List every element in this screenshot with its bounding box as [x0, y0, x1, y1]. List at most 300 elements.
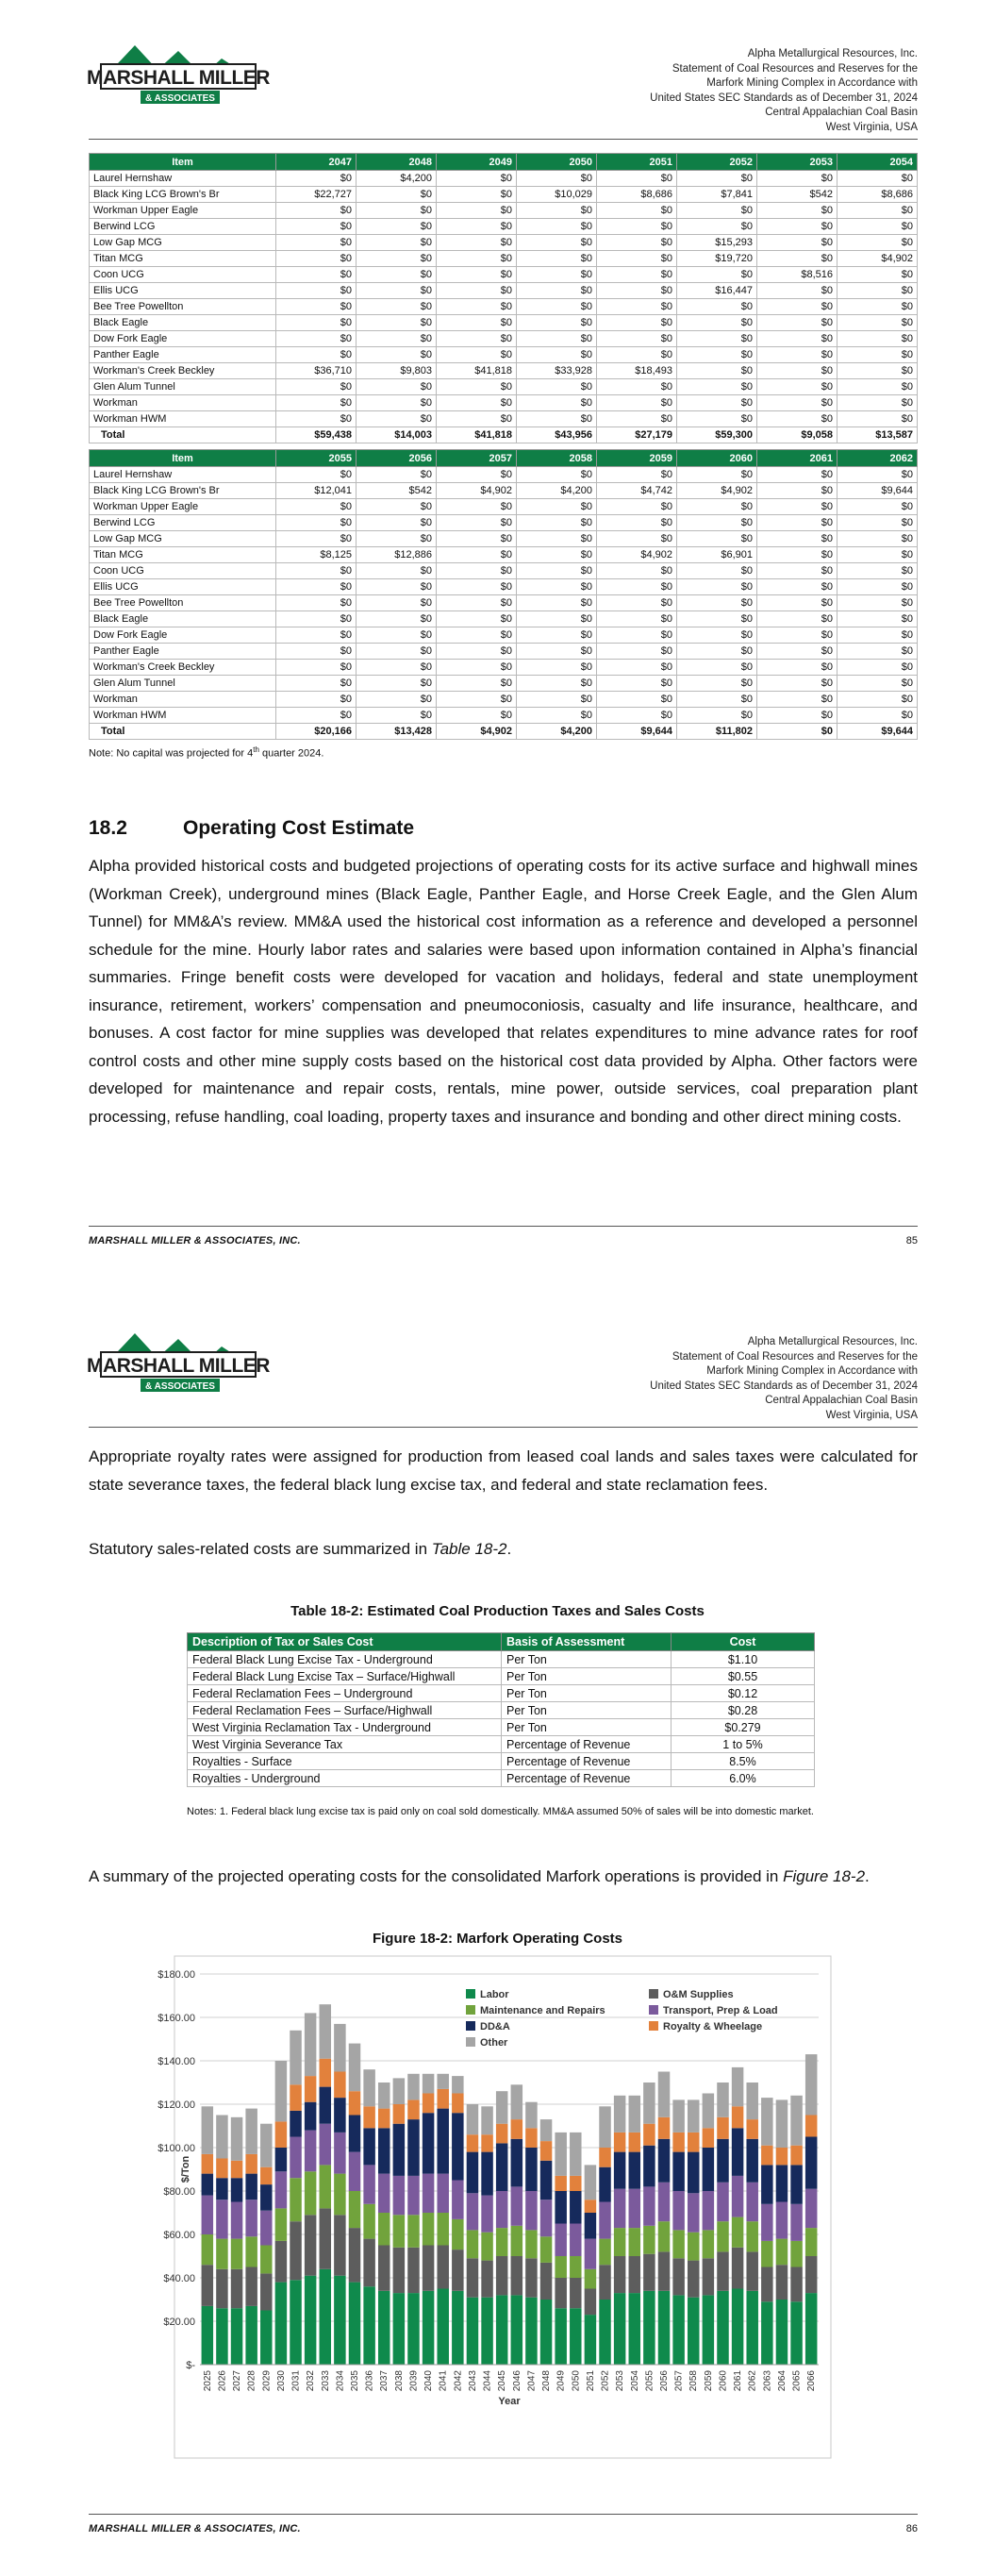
total-cell: $14,003	[357, 427, 437, 443]
table-cell: $0	[357, 563, 437, 579]
table-cell: $0	[517, 331, 597, 347]
bar-segment	[746, 2221, 757, 2251]
bar-segment	[805, 2256, 817, 2293]
table-cell: $0	[757, 315, 837, 331]
table-cell: Federal Black Lung Excise Tax - Underground	[188, 1651, 502, 1668]
bar-segment	[496, 2191, 507, 2228]
bar-segment	[245, 2154, 257, 2174]
table-cell: $0	[437, 235, 517, 251]
table-cell: $0	[517, 395, 597, 411]
row-label: Coon UCG	[90, 267, 276, 283]
bar-segment	[688, 2133, 699, 2152]
table-cell: $0	[677, 708, 757, 724]
bar-segment	[629, 2096, 640, 2133]
table-cell: $0	[837, 283, 918, 299]
table-cell: $0	[837, 315, 918, 331]
bar-segment	[452, 2076, 463, 2093]
table-cell: $0	[517, 499, 597, 515]
bar-segment	[732, 2289, 743, 2366]
table-cell: $0	[437, 395, 517, 411]
bar-segment	[320, 2124, 331, 2166]
x-tick-label: 2035	[350, 2370, 360, 2392]
column-header-year: 2061	[757, 450, 837, 467]
table-cell: $0	[677, 395, 757, 411]
table-cell: $0	[677, 595, 757, 611]
x-tick-label: 2051	[585, 2370, 596, 2392]
bar-segment	[540, 2263, 552, 2300]
table-cell: $0	[837, 171, 918, 187]
table-cell: $4,200	[357, 171, 437, 187]
table-cell: $0.279	[672, 1719, 815, 1736]
table-cell: $0	[677, 676, 757, 692]
capital-table-2055-2062	[89, 449, 918, 740]
table-cell: $0	[837, 467, 918, 483]
table-cell: $0	[597, 563, 677, 579]
total-cell: $0	[757, 724, 837, 740]
bar-segment	[290, 2178, 301, 2221]
table-cell: $0	[677, 219, 757, 235]
bar-segment	[260, 2246, 272, 2274]
bar-segment	[614, 2189, 625, 2228]
bar-segment	[599, 2167, 610, 2202]
table-cell: Federal Black Lung Excise Tax – Surface/Highwall	[188, 1668, 502, 1685]
bar-segment	[540, 2119, 552, 2141]
bar-segment	[334, 2174, 345, 2216]
bar-segment	[452, 2219, 463, 2250]
bar-segment	[363, 2239, 374, 2287]
table-cell: $0	[757, 203, 837, 219]
table-cell: $0	[757, 531, 837, 547]
column-header-year: 2059	[597, 450, 677, 467]
row-label: Workman's Creek Beckley	[90, 660, 276, 676]
bar-segment	[585, 2315, 596, 2365]
table-cell: $0	[357, 331, 437, 347]
total-cell: $9,644	[597, 724, 677, 740]
legend-label: O&M Supplies	[663, 1989, 734, 2000]
table-cell: Per Ton	[502, 1702, 672, 1719]
table-cell: $0	[357, 347, 437, 363]
row-label: Workman	[90, 692, 276, 708]
row-label: Black Eagle	[90, 315, 276, 331]
bar-segment	[776, 2239, 788, 2266]
table-cell: $0	[837, 515, 918, 531]
bar-segment	[540, 2161, 552, 2200]
table-cell: $0	[757, 363, 837, 379]
column-header-year: 2057	[437, 450, 517, 467]
total-cell: $9,644	[837, 724, 918, 740]
bar-segment	[658, 2291, 670, 2365]
table-cell: $0	[677, 611, 757, 627]
x-tick-label: 2030	[275, 2370, 287, 2392]
table-cell: $0	[677, 579, 757, 595]
table-cell: $0	[597, 692, 677, 708]
x-tick-label: 2031	[290, 2370, 302, 2392]
bar-segment	[481, 2134, 492, 2151]
table-cell: $0	[357, 235, 437, 251]
bar-segment	[614, 2293, 625, 2365]
bar-segment	[776, 2202, 788, 2239]
bar-segment	[305, 2013, 316, 2076]
bar-segment	[511, 2119, 522, 2139]
bar-segment	[378, 2083, 390, 2109]
table-cell: $0	[837, 660, 918, 676]
bar-segment	[407, 2176, 419, 2215]
legend-label: Labor	[480, 1989, 509, 2000]
x-tick-label: 2045	[497, 2370, 508, 2392]
x-tick-label: 2038	[393, 2370, 405, 2392]
table-cell: $0	[437, 563, 517, 579]
row-label: Workman HWM	[90, 411, 276, 427]
table-cell: $0	[837, 299, 918, 315]
bar-segment	[658, 2072, 670, 2117]
table-cell: $12,041	[276, 483, 357, 499]
table-cell: $0	[437, 547, 517, 563]
page-number: 85	[905, 1235, 918, 1246]
bar-segment	[555, 2191, 566, 2224]
bar-segment	[467, 2193, 478, 2230]
bar-segment	[614, 2152, 625, 2189]
bar-segment	[761, 2267, 772, 2302]
table-cell: $0	[597, 676, 677, 692]
bar-segment	[703, 2230, 714, 2258]
bar-segment	[732, 2106, 743, 2128]
table-cell: $0	[437, 283, 517, 299]
table-cell: $0	[837, 219, 918, 235]
table-row	[90, 203, 918, 219]
bar-segment	[629, 2228, 640, 2256]
bar-segment	[320, 2004, 331, 2059]
table-cell: $0	[357, 644, 437, 660]
table-cell: $0	[437, 692, 517, 708]
bar-segment	[643, 2186, 655, 2225]
bar-segment	[216, 2159, 227, 2179]
table-cell: $0	[757, 235, 837, 251]
bar-segment	[407, 2293, 419, 2365]
section-number: 18.2	[89, 817, 127, 839]
table-cell: $0	[837, 547, 918, 563]
table-cell: $4,742	[597, 483, 677, 499]
row-label: Ellis UCG	[90, 283, 276, 299]
bar-segment	[231, 2117, 242, 2161]
operating-cost-chart	[0, 1288, 995, 2576]
logo-sub-text: & ASSOCIATES	[145, 1381, 215, 1392]
table-row	[90, 251, 918, 267]
bar-segment	[467, 2258, 478, 2297]
table-cell: $0	[437, 299, 517, 315]
x-tick-label: 2034	[335, 2370, 346, 2392]
table-cell: $0	[357, 379, 437, 395]
table-cell: Federal Reclamation Fees – Surface/Highwall	[188, 1702, 502, 1719]
table-cell: $0	[276, 611, 357, 627]
bar-segment	[245, 2174, 257, 2200]
bar-segment	[555, 2278, 566, 2308]
table-cell: $0	[357, 315, 437, 331]
x-tick-label: 2032	[306, 2370, 317, 2392]
bar-segment	[614, 2133, 625, 2152]
table-row	[90, 379, 918, 395]
bar-segment	[732, 2217, 743, 2248]
bar-segment	[629, 2293, 640, 2365]
legend-swatch	[649, 2021, 658, 2031]
bar-segment	[320, 2165, 331, 2208]
column-header-year: 2051	[597, 154, 677, 171]
bar-segment	[688, 2298, 699, 2365]
table-cell: $0	[597, 219, 677, 235]
table-cell: $0	[276, 395, 357, 411]
bar-segment	[703, 2148, 714, 2191]
total-cell: $27,179	[597, 427, 677, 443]
bar-segment	[202, 2106, 213, 2154]
table-row	[90, 515, 918, 531]
table-cell: $0	[837, 499, 918, 515]
bar-segment	[717, 2221, 728, 2251]
table-cell: $0	[357, 299, 437, 315]
table-cell: $0	[597, 595, 677, 611]
y-tick-label: $140.00	[158, 2056, 195, 2067]
column-header-year: 2056	[357, 450, 437, 467]
table-cell: $0	[837, 411, 918, 427]
table-cell: $0	[437, 467, 517, 483]
header-line5: Central Appalachian Coal Basin	[765, 1395, 918, 1406]
y-tick-label: $180.00	[158, 1969, 195, 1981]
capital-note-sup: th	[253, 745, 259, 754]
bar-segment	[585, 2213, 596, 2239]
legend-label: Other	[480, 2037, 508, 2049]
legend-label: Royalty & Wheelage	[663, 2021, 763, 2032]
bar-segment	[672, 2099, 684, 2133]
bar-segment	[790, 2301, 802, 2365]
x-tick-label: 2050	[571, 2370, 582, 2392]
table-cell: $0	[597, 235, 677, 251]
table-cell: $0	[837, 395, 918, 411]
table-cell: $0	[757, 411, 837, 427]
bar-segment	[746, 2251, 757, 2290]
table-cell: $0	[677, 203, 757, 219]
bar-segment	[231, 2161, 242, 2178]
bar-segment	[790, 2165, 802, 2203]
table-cell: $0	[276, 708, 357, 724]
table-cell: $0	[517, 315, 597, 331]
page-header	[650, 47, 918, 135]
header-line4: United States SEC Standards as of December 31, 2024	[650, 92, 918, 104]
bar-segment	[761, 2165, 772, 2203]
table-cell: $0	[357, 676, 437, 692]
table-row	[90, 547, 918, 563]
figure-reference: Figure 18-2	[783, 1867, 866, 1885]
bar-segment	[363, 2286, 374, 2365]
bar-segment	[481, 2196, 492, 2233]
table-cell: $0	[677, 627, 757, 644]
table-cell: $0	[437, 219, 517, 235]
bar-segment	[437, 2109, 448, 2174]
total-label: Total	[90, 724, 276, 740]
table-cell: $0	[517, 515, 597, 531]
table-cell: $0	[276, 515, 357, 531]
capital-note-text: Note: No capital was projected for 4	[89, 747, 254, 760]
table-cell: $0	[357, 660, 437, 676]
table-cell: $0	[276, 235, 357, 251]
table-cell: $0	[517, 547, 597, 563]
bar-segment	[378, 2128, 390, 2173]
table-row	[90, 267, 918, 283]
footer-rule	[89, 1226, 918, 1227]
bar-segment	[393, 2293, 405, 2365]
bar-segment	[570, 2133, 581, 2176]
bar-segment	[407, 2215, 419, 2248]
bar-segment	[496, 2143, 507, 2191]
table-cell: $0	[276, 692, 357, 708]
bar-segment	[746, 2139, 757, 2183]
table-cell: $0.12	[672, 1685, 815, 1702]
bar-segment	[805, 2116, 817, 2137]
bar-segment	[423, 2074, 434, 2094]
x-tick-label: 2056	[659, 2370, 670, 2392]
bar-segment	[334, 2098, 345, 2133]
bar-segment	[703, 2191, 714, 2230]
bar-segment	[202, 2306, 213, 2365]
table-cell: $0	[357, 692, 437, 708]
table-cell: $4,902	[597, 547, 677, 563]
bar-segment	[790, 2096, 802, 2146]
bar-segment	[511, 2084, 522, 2119]
table-cell: $0	[276, 379, 357, 395]
table-cell: $0	[757, 595, 837, 611]
table-cell: $8,516	[757, 267, 837, 283]
bar-segment	[320, 2087, 331, 2124]
x-tick-label: 2054	[629, 2370, 640, 2392]
bar-segment	[746, 2291, 757, 2365]
bar-segment	[555, 2308, 566, 2365]
statutory-text-end: .	[506, 1540, 512, 1558]
y-tick-label: $20.00	[163, 2317, 195, 2328]
row-label: Low Gap MCG	[90, 531, 276, 547]
table-cell: $0	[837, 379, 918, 395]
bar-segment	[599, 2106, 610, 2148]
table-cell: $0	[517, 563, 597, 579]
table-cell: $0	[517, 171, 597, 187]
table-row	[90, 331, 918, 347]
y-axis-label: $/Ton	[180, 2155, 191, 2183]
x-tick-label: 2062	[747, 2370, 758, 2392]
total-cell: $4,902	[437, 724, 517, 740]
table-cell: $0	[357, 411, 437, 427]
summary-text: A summary of the projected operating costs for the consolidated Marfork operations is provided in	[89, 1867, 784, 1885]
table-cell: $0	[597, 531, 677, 547]
bar-segment	[511, 2226, 522, 2256]
bar-segment	[202, 2265, 213, 2306]
statutory-text: Statutory sales-related costs are summarized in	[89, 1540, 432, 1558]
table-cell: $0	[757, 611, 837, 627]
table-cell: $0	[597, 171, 677, 187]
bar-segment	[585, 2289, 596, 2316]
header-rule	[89, 139, 918, 140]
table-cell: $7,841	[677, 187, 757, 203]
header-line2: Statement of Coal Resources and Reserves for the	[672, 1350, 918, 1363]
table-cell: $0	[677, 467, 757, 483]
bar-segment	[245, 2236, 257, 2267]
header-company: Alpha Metallurgical Resources, Inc.	[747, 48, 918, 59]
table-cell: $0	[437, 315, 517, 331]
total-cell: $20,166	[276, 724, 357, 740]
bar-segment	[585, 2165, 596, 2200]
bar-segment	[378, 2213, 390, 2246]
x-tick-label: 2040	[423, 2370, 435, 2392]
table-cell: $0	[597, 299, 677, 315]
bar-segment	[349, 2116, 360, 2152]
table-cell: $0	[837, 203, 918, 219]
row-label: Workman HWM	[90, 708, 276, 724]
bar-segment	[231, 2269, 242, 2308]
bar-segment	[703, 2295, 714, 2365]
column-header-year: 2053	[757, 154, 837, 171]
royalty-paragraph: Appropriate royalty rates were assigned for production from leased coal lands and sales taxes were calculated for state severance taxes, the federal black lung excise tax, and federal and state reclamation fees.	[89, 1447, 918, 1494]
table-cell: $0	[757, 347, 837, 363]
bar-segment	[585, 2200, 596, 2213]
bar-segment	[393, 2215, 405, 2248]
legend-label: Transport, Prep & Load	[663, 2005, 778, 2016]
table-cell: West Virginia Reclamation Tax - Underground	[188, 1719, 502, 1736]
legend-swatch	[649, 2005, 658, 2015]
bar-segment	[672, 2191, 684, 2230]
bar-segment	[231, 2308, 242, 2365]
total-cell: $59,438	[276, 427, 357, 443]
table-cell: $0	[276, 531, 357, 547]
bar-segment	[629, 2189, 640, 2228]
table-cell: $4,902	[837, 251, 918, 267]
bar-segment	[688, 2152, 699, 2194]
bar-segment	[703, 2094, 714, 2129]
table-cell: $0	[757, 219, 837, 235]
bar-segment	[290, 2280, 301, 2365]
bar-segment	[703, 2128, 714, 2148]
bar-segment	[761, 2146, 772, 2166]
table-row	[90, 595, 918, 611]
table-cell: 6.0%	[672, 1770, 815, 1787]
footer-firm: MARSHALL MILLER & ASSOCIATES, INC.	[89, 1235, 301, 1246]
bar-segment	[658, 2183, 670, 2221]
row-label: Glen Alum Tunnel	[90, 676, 276, 692]
row-label: Workman's Creek Beckley	[90, 363, 276, 379]
row-label: Workman Upper Eagle	[90, 203, 276, 219]
bar-segment	[481, 2233, 492, 2261]
row-label: Coon UCG	[90, 563, 276, 579]
x-tick-label: 2046	[511, 2370, 522, 2392]
bar-segment	[555, 2224, 566, 2257]
table-row	[90, 395, 918, 411]
bar-segment	[407, 2074, 419, 2100]
bar-segment	[260, 2211, 272, 2246]
table-cell: $0	[517, 676, 597, 692]
x-tick-label: 2028	[246, 2370, 257, 2392]
column-header-item: Item	[90, 154, 276, 171]
bar-segment	[407, 2248, 419, 2293]
table-cell: $0	[276, 644, 357, 660]
table-cell: $0	[276, 347, 357, 363]
bar-segment	[570, 2256, 581, 2278]
row-label: Glen Alum Tunnel	[90, 379, 276, 395]
table-cell: $0	[437, 611, 517, 627]
bar-segment	[393, 2078, 405, 2104]
bar-segment	[570, 2308, 581, 2365]
bar-segment	[540, 2300, 552, 2365]
table-cell: $0	[757, 676, 837, 692]
bar-segment	[761, 2098, 772, 2146]
row-label: Laurel Hernshaw	[90, 467, 276, 483]
table-cell: $0	[757, 515, 837, 531]
footer-rule	[89, 2514, 918, 2515]
y-tick-label: $100.00	[158, 2143, 195, 2154]
table-cell: $0	[517, 644, 597, 660]
